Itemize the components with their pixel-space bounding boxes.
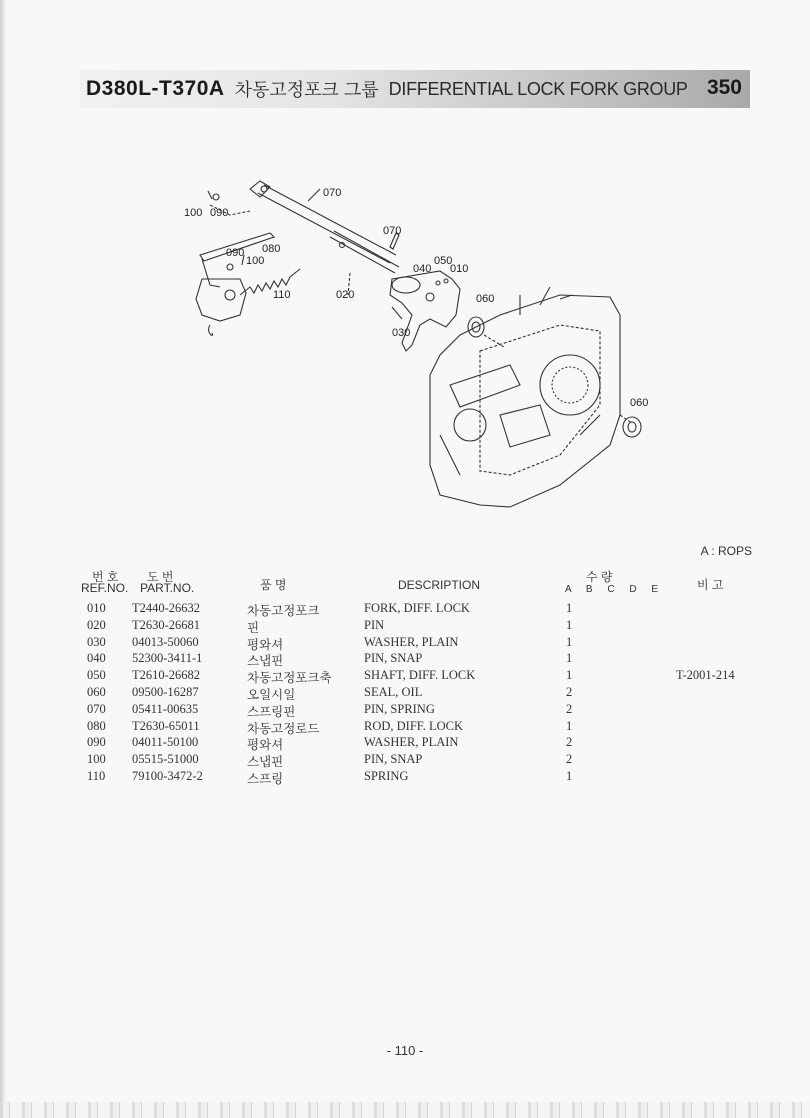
ref-no: 040 xyxy=(87,651,106,666)
name-korean: 오일시일 xyxy=(247,687,296,702)
quantity: 2 xyxy=(566,735,573,750)
exploded-parts-diagram xyxy=(180,175,660,515)
scan-bottom-edge xyxy=(0,1102,810,1118)
diagram-drawing xyxy=(180,175,660,515)
quantity: 2 xyxy=(566,684,573,699)
callout-label: 070 xyxy=(323,187,342,199)
page-code: 350 xyxy=(706,76,742,99)
callout-label: 060 xyxy=(630,397,649,409)
model-code: D380L-T370A xyxy=(86,77,225,100)
table-row xyxy=(0,702,810,719)
callout-label: 060 xyxy=(476,293,495,305)
name-korean: 평와셔 xyxy=(247,738,284,753)
name-korean: 차동고정포크 xyxy=(247,604,320,618)
quantity: 1 xyxy=(566,718,573,733)
ref-no: 030 xyxy=(87,634,106,649)
description: PIN xyxy=(364,617,385,632)
description: ROD, DIFF. LOCK xyxy=(364,718,464,733)
description: PIN, SNAP xyxy=(364,651,423,666)
header-remarks-korean: 비 고 xyxy=(697,578,724,592)
part-no: T2440-26632 xyxy=(132,601,201,615)
part-no: 52300-3411-1 xyxy=(132,651,203,666)
part-no: 04011-50100 xyxy=(132,735,199,750)
description: SEAL, OIL xyxy=(364,684,423,699)
header-description: DESCRIPTION xyxy=(398,578,481,592)
ref-no: 070 xyxy=(87,701,106,716)
quantity: 1 xyxy=(566,668,573,683)
page-number: - 110 - xyxy=(386,1043,424,1058)
table-row xyxy=(0,651,810,668)
ref-no: 110 xyxy=(87,768,106,783)
rops-note: A : ROPS xyxy=(700,544,752,558)
part-no: 05411-00635 xyxy=(132,701,199,716)
name-korean: 스냅핀 xyxy=(247,654,284,669)
page-left-edge xyxy=(0,0,6,1118)
description: WASHER, PLAIN xyxy=(364,735,459,750)
title-english: DIFFERENTIAL LOCK FORK GROUP xyxy=(388,78,688,99)
callout-label: 010 xyxy=(450,263,469,275)
name-korean: 평와셔 xyxy=(247,637,284,652)
part-no: 04013-50060 xyxy=(132,634,199,649)
ref-no: 050 xyxy=(87,668,106,683)
callout-label: 040 xyxy=(413,263,432,275)
table-row xyxy=(0,668,810,685)
description: FORK, DIFF. LOCK xyxy=(364,601,470,615)
page-header xyxy=(80,70,750,108)
callout-label: 100 xyxy=(184,207,203,219)
ref-no: 090 xyxy=(87,735,106,750)
name-korean: 스냅핀 xyxy=(247,755,284,770)
name-korean: 차동고정포크축 xyxy=(247,671,332,686)
name-korean: 핀 xyxy=(247,620,260,635)
part-no: T2630-65011 xyxy=(132,718,200,733)
table-row xyxy=(0,685,810,702)
header-qty-columns: A B C D E xyxy=(565,584,665,595)
quantity: 1 xyxy=(566,768,573,783)
description: SPRING xyxy=(364,768,409,783)
part-no: 79100-3472-2 xyxy=(132,768,203,783)
ref-no: 100 xyxy=(87,752,106,767)
description: WASHER, PLAIN xyxy=(364,634,459,649)
callout-label: 090 xyxy=(226,247,245,259)
header-part-korean: 도 번 xyxy=(147,570,174,584)
table-row xyxy=(0,635,810,652)
name-korean: 스프링핀 xyxy=(247,704,296,719)
callout-label: 080 xyxy=(262,243,281,255)
part-no: T2610-26682 xyxy=(132,668,201,683)
ref-no: 010 xyxy=(87,601,106,615)
table-row xyxy=(0,719,810,736)
table-row xyxy=(0,769,810,786)
quantity: 1 xyxy=(566,601,573,615)
table-row xyxy=(0,601,810,618)
callout-label: 110 xyxy=(273,289,291,301)
callout-label: 070 xyxy=(383,225,402,237)
ref-no: 080 xyxy=(87,718,106,733)
ref-no: 020 xyxy=(87,617,106,632)
description: SHAFT, DIFF. LOCK xyxy=(364,668,476,683)
quantity: 2 xyxy=(566,752,573,767)
header-ref-english: REF.NO. xyxy=(81,581,129,595)
parts-table xyxy=(0,601,810,786)
table-row xyxy=(0,618,810,635)
remark: T-2001-214 xyxy=(676,668,735,683)
table-row xyxy=(0,752,810,769)
header-name-korean: 품 명 xyxy=(260,578,287,592)
header-ref-korean: 번 호 xyxy=(92,570,119,584)
name-korean: 스프링 xyxy=(247,771,284,786)
header-part-english: PART.NO. xyxy=(140,581,195,595)
header-qty-korean: 수 량 xyxy=(586,570,613,584)
part-no: T2630-26681 xyxy=(132,617,201,632)
description: PIN, SPRING xyxy=(364,701,435,716)
part-no: 05515-51000 xyxy=(132,752,199,767)
callout-label: 100 xyxy=(246,255,265,267)
quantity: 2 xyxy=(566,701,573,716)
title-korean: 차동고정포크 그룹 xyxy=(234,80,379,100)
table-row xyxy=(0,735,810,752)
callout-label: 090 xyxy=(210,207,229,219)
description: PIN, SNAP xyxy=(364,752,423,767)
callout-label: 030 xyxy=(392,327,411,339)
part-no: 09500-16287 xyxy=(132,684,199,699)
quantity: 1 xyxy=(566,651,573,666)
table-header xyxy=(0,568,810,600)
name-korean: 차동고정로드 xyxy=(247,721,320,736)
quantity: 1 xyxy=(566,617,573,632)
ref-no: 060 xyxy=(87,684,106,699)
callout-label: 050 xyxy=(434,255,453,267)
callout-label: 020 xyxy=(336,289,355,301)
quantity: 1 xyxy=(566,634,573,649)
